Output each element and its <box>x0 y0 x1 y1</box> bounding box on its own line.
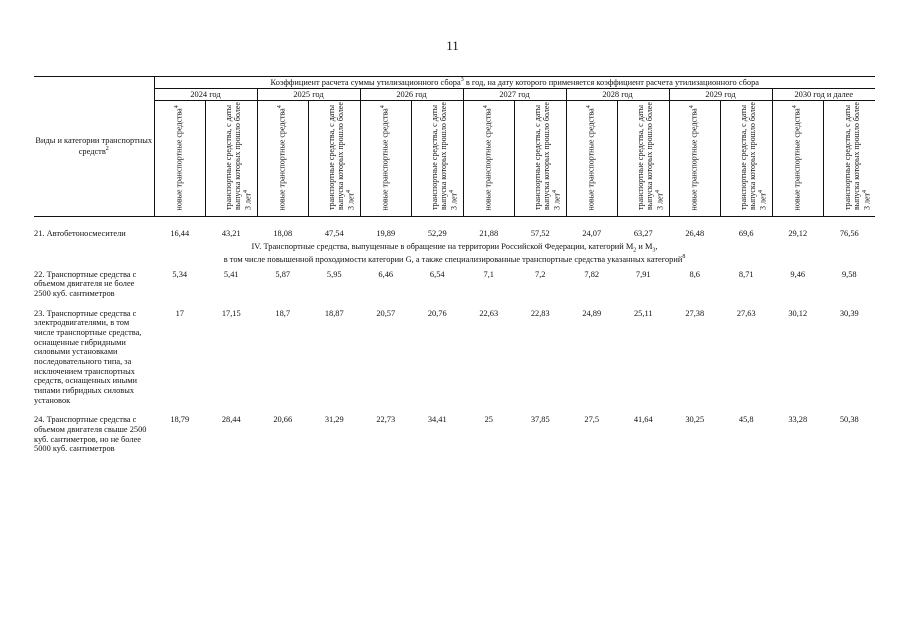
page-number: 11 <box>446 38 459 53</box>
vertical-label <box>534 102 562 210</box>
cell-value: 6,54 <box>429 269 445 279</box>
row-name: 23. Транспортные средства с электродвигателями, в том числе транспортные средства, оснащенные гибридными силовыми установками последовательного типа, за исключением транспортных средств, оснащенных иными типами гибридных силовых установок <box>34 308 142 405</box>
col-header-old <box>412 101 464 217</box>
col-header-old <box>309 101 361 217</box>
cell-value: 21,88 <box>479 229 499 238</box>
section-text: в том числе повышенной проходимости категории G, а также специализированные транспортные средства указанных категорий <box>223 255 683 265</box>
cell-value: 8,71 <box>738 269 754 279</box>
footnote-mark: 4 <box>173 104 180 108</box>
subscript: 2 <box>633 247 637 254</box>
cell-value: 37,85 <box>530 415 550 425</box>
cell-value: 17,15 <box>221 308 241 318</box>
year-header: 2024 год <box>154 89 257 101</box>
cell-value: 34,41 <box>427 415 447 425</box>
cell-value: 27,38 <box>685 308 705 318</box>
cell-value: 52,29 <box>427 229 447 238</box>
cell-value: 30,39 <box>839 308 859 318</box>
footnote-mark: 4 <box>242 189 249 193</box>
cell-value: 9,58 <box>841 269 857 279</box>
row-name: 24. Транспортные средства с объемом двигателя свыше 2500 куб. сантиметров, но не более 5000 куб. сантиметров <box>34 415 147 454</box>
section-line-2 <box>34 254 875 264</box>
cell-value: 76,56 <box>839 229 859 238</box>
cell-value: 26,48 <box>685 229 705 238</box>
cell-value: 20,57 <box>376 308 396 318</box>
footnote-mark: 8 <box>682 254 686 261</box>
footnote-mark: 4 <box>688 104 695 108</box>
section-text: и M <box>636 241 653 251</box>
col-header-old <box>206 101 258 217</box>
cell-value: 20,66 <box>273 415 293 425</box>
row-name: 22. Транспортные средства с объемом двигателя не более 2500 куб. сантиметров <box>34 269 137 298</box>
vertical-label-text: транспортные средства, с даты выпуска которых прошло более 3 лет <box>739 102 768 210</box>
cell-value: 6,46 <box>378 269 394 279</box>
cell-value: 9,46 <box>790 269 806 279</box>
cell-value: 18,08 <box>273 229 293 238</box>
footnote-mark: 4 <box>448 189 455 193</box>
col-header-new <box>772 101 824 217</box>
cell-value: 29,12 <box>788 229 808 238</box>
year-header: 2027 год <box>463 89 566 101</box>
table-row <box>34 299 875 406</box>
cell-value: 22,83 <box>530 308 550 318</box>
cell-value: 25 <box>484 415 493 425</box>
vertical-label-text: новые транспортные средства <box>277 107 287 210</box>
cell-value: 16,44 <box>170 229 190 238</box>
footnote-mark: 4 <box>757 189 764 193</box>
vertical-label <box>740 102 768 210</box>
year-header: 2029 год <box>669 89 772 101</box>
year-header: 2028 год <box>566 89 669 101</box>
vertical-label <box>689 102 699 210</box>
cell-value: 27,63 <box>736 308 756 318</box>
section-text: , <box>655 241 658 251</box>
footnote-mark: 4 <box>276 104 283 108</box>
cell-value: 5,95 <box>326 269 342 279</box>
cell-value: 27,5 <box>584 415 600 425</box>
cell-value: 45,8 <box>738 415 754 425</box>
vertical-label <box>225 102 253 210</box>
table-row <box>34 217 875 239</box>
vertical-label-text: новые транспортные средства <box>586 107 596 210</box>
vertical-label <box>483 102 493 210</box>
col-header-new <box>154 101 206 217</box>
section-text: IV. Транспортные средства, выпущенные в обращение на территории Российской Федерации, категорий M <box>251 241 634 251</box>
cell-value: 25,11 <box>633 308 653 318</box>
col-header-new <box>360 101 412 217</box>
coef-header: Коэффициент расчета суммы утилизационного сбора$^3$ в год, на дату которого применяется коэффициент расчета утилизационного сбора <box>154 77 875 89</box>
col-header-old <box>824 101 876 217</box>
cell-value: 63,27 <box>633 229 653 238</box>
col-header-new <box>463 101 515 217</box>
col-header-old <box>515 101 567 217</box>
section-line-1 <box>34 242 875 255</box>
year-header: 2025 год <box>257 89 360 101</box>
vertical-label-text: новые транспортные средства <box>792 107 802 210</box>
table-row <box>34 405 875 454</box>
footnote-mark: 4 <box>585 104 592 108</box>
vertical-label-text: новые транспортные средства <box>689 107 699 210</box>
col-header-old <box>618 101 670 217</box>
vertical-label-text: новые транспортные средства <box>174 107 184 210</box>
coefficient-table <box>34 76 875 454</box>
table-row <box>34 268 875 299</box>
cell-value: 47,54 <box>324 229 344 238</box>
col-header-old <box>721 101 773 217</box>
cell-value: 30,12 <box>788 308 808 318</box>
cell-value: 8,6 <box>689 269 700 279</box>
vertical-label-text: транспортные средства, с даты выпуска которых прошло более 3 лет <box>636 102 665 210</box>
cell-value: 22,73 <box>376 415 396 425</box>
vertical-label-text: транспортные средства, с даты выпуска которых прошло более 3 лет <box>224 102 253 210</box>
vertical-label <box>586 102 596 210</box>
footnote-mark: 4 <box>379 104 386 108</box>
vertical-label <box>792 102 802 210</box>
subscript: 3 <box>652 247 656 254</box>
footnote-mark: 4 <box>791 104 798 108</box>
vertical-label <box>844 102 872 210</box>
vertical-label-text: транспортные средства, с даты выпуска которых прошло более 3 лет <box>430 102 459 210</box>
vertical-label <box>174 102 184 210</box>
cell-value: 50,38 <box>839 415 859 425</box>
cell-value: 18,87 <box>324 308 344 318</box>
cell-value: 30,25 <box>685 415 705 425</box>
footnote-mark: 4 <box>654 189 661 193</box>
cell-value: 20,76 <box>427 308 447 318</box>
vertical-label-text: транспортные средства, с даты выпуска которых прошло более 3 лет <box>533 102 562 210</box>
vertical-label-text: транспортные средства, с даты выпуска которых прошло более 3 лет <box>327 102 356 210</box>
vertical-label-text: новые транспортные средства <box>483 107 493 210</box>
cell-value: 7,82 <box>584 269 600 279</box>
cell-value: 18,7 <box>275 308 291 318</box>
section-heading <box>34 239 875 268</box>
cell-value: 24,07 <box>582 229 602 238</box>
cell-value: 57,52 <box>530 229 550 238</box>
col-header-new <box>669 101 721 217</box>
cell-value: 19,89 <box>376 229 396 238</box>
cell-value: 18,79 <box>170 415 190 425</box>
cell-value: 69,6 <box>738 229 754 238</box>
cell-value: 5,41 <box>223 269 239 279</box>
vertical-label <box>431 102 459 210</box>
cell-value: 7,91 <box>635 269 651 279</box>
cell-value: 24,89 <box>582 308 602 318</box>
section-row <box>34 239 875 268</box>
cell-value: 5,34 <box>172 269 188 279</box>
col-header-new <box>257 101 309 217</box>
cell-value: 41,64 <box>633 415 653 425</box>
vertical-label <box>328 102 356 210</box>
cell-value: 43,21 <box>221 229 241 238</box>
vertical-label <box>380 102 390 210</box>
cell-value: 33,28 <box>788 415 808 425</box>
row-name: 21. Автобетоносмесители <box>34 229 126 238</box>
year-header: 2026 год <box>360 89 463 101</box>
cell-value: 17 <box>175 308 184 318</box>
vertical-label <box>277 102 287 210</box>
footnote-mark: 4 <box>482 104 489 108</box>
footnote-mark: 4 <box>551 189 558 193</box>
vertical-label-text: новые транспортные средства <box>380 107 390 210</box>
cell-value: 7,2 <box>535 269 546 279</box>
footnote-mark: 4 <box>861 189 868 193</box>
cell-value: 28,44 <box>221 415 241 425</box>
cell-value: 7,1 <box>483 269 494 279</box>
kinds-header: Виды и категории транспортных средств$^2$ <box>34 77 154 217</box>
year-header: 2030 год и далее <box>772 89 875 101</box>
cell-value: 22,63 <box>479 308 499 318</box>
vertical-label <box>637 102 665 210</box>
cell-value: 31,29 <box>324 415 344 425</box>
vertical-label-text: транспортные средства, с даты выпуска которых прошло более 3 лет <box>842 102 871 210</box>
cell-value: 5,87 <box>275 269 291 279</box>
footnote-mark: 4 <box>345 189 352 193</box>
col-header-new <box>566 101 618 217</box>
